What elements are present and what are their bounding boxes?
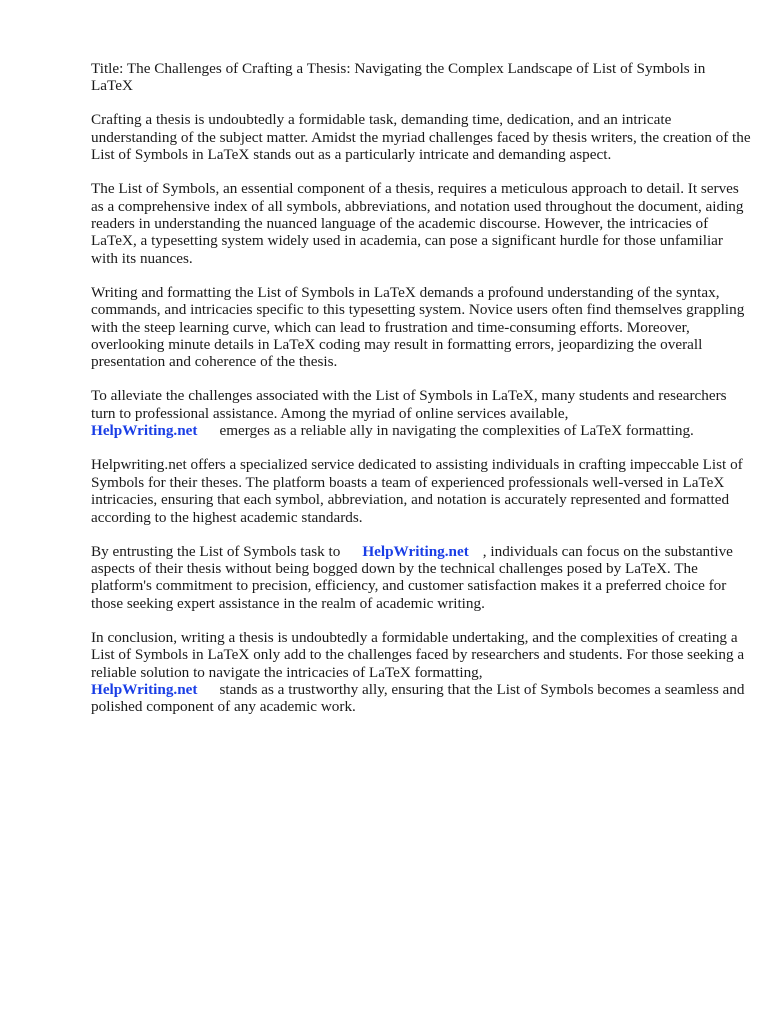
paragraph-conclusion-text-after: stands as a trustworthy ally, ensuring that the List of Symbols becomes a seamless and polished component of any academic work. — [91, 680, 745, 716]
paragraph-entrusting — [91, 543, 751, 613]
paragraph-writing-formatting: Writing and formatting the List of Symbols in LaTeX demands a profound understanding of the syntax, commands, and intricacies specific to this typesetting system. Novice users often find themselves grappling with the steep learning curve, which can lead to frustration and time-consuming efforts. Moreover, overlooking minute details in LaTeX coding may result in formatting errors, jeopardizing the overall presentation and coherence of the thesis. — [91, 283, 745, 371]
paragraph-list-of-symbols: The List of Symbols, an essential component of a thesis, requires a meticulous approach to detail. It serves as a comprehensive index of all symbols, abbreviations, and notation used throughout the document, aiding readers in understanding the nuanced language of the academic discourse. However, the intricacies of LaTeX, a typesetting system widely used in academia, can pose a significant hurdle for those unfamiliar with its nuances. — [91, 180, 744, 267]
paragraph-alleviate-text-after: emerges as a reliable ally in navigating the complexities of LaTeX formatting. — [219, 422, 694, 440]
paragraph-intro: Crafting a thesis is undoubtedly a formidable task, demanding time, dedication, and an intricate understanding of the subject matter. Amidst the myriad challenges faced by thesis writers, the creation of the List of Symbols in LaTeX stands out as a particularly intricate and demanding aspect. — [91, 111, 751, 164]
paragraph-alleviate — [91, 387, 751, 439]
paragraph-entrusting-text-before: By entrusting the List of Symbols task to — [91, 542, 341, 560]
paragraph-helpwriting-service: Helpwriting.net offers a specialized service dedicated to assisting individuals in crafting impeccable List of Symbols for their theses. The platform boasts a team of experienced professionals well-versed in LaTeX intricacies, ensuring that each symbol, abbreviation, and notation is accurately represented and formatted according to the highest academic standards. — [91, 456, 743, 526]
document-page — [91, 60, 751, 732]
paragraph-alleviate-text-before: To alleviate the challenges associated with the List of Symbols in LaTeX, many students and researchers turn to professional assistance. Among the myriad of online services available, — [91, 387, 727, 422]
paragraph-conclusion — [91, 629, 751, 716]
helpwriting-link[interactable]: HelpWriting.net — [362, 542, 469, 560]
paragraph-conclusion-text-before: In conclusion, writing a thesis is undoubtedly a formidable undertaking, and the complexities of creating a List of Symbols in LaTeX only add to the challenges faced by researchers and students. For those seeking a reliable solution to navigate the intricacies of LaTeX formatting, — [91, 628, 745, 681]
document-title: Title: The Challenges of Crafting a Thesis: Navigating the Complex Landscape of List of Symbols in LaTeX — [91, 60, 706, 95]
helpwriting-link[interactable]: HelpWriting.net — [91, 680, 198, 698]
helpwriting-link[interactable]: HelpWriting.net — [91, 422, 198, 440]
paragraph-entrusting-text-after: , individuals can focus on the substantive aspects of their thesis without being bogged down by the technical challenges posed by LaTeX. The platform's commitment to precision, efficiency, and customer satisfaction makes it a preferred choice for those seeking expert assistance in the realm of academic writing. — [91, 542, 733, 612]
